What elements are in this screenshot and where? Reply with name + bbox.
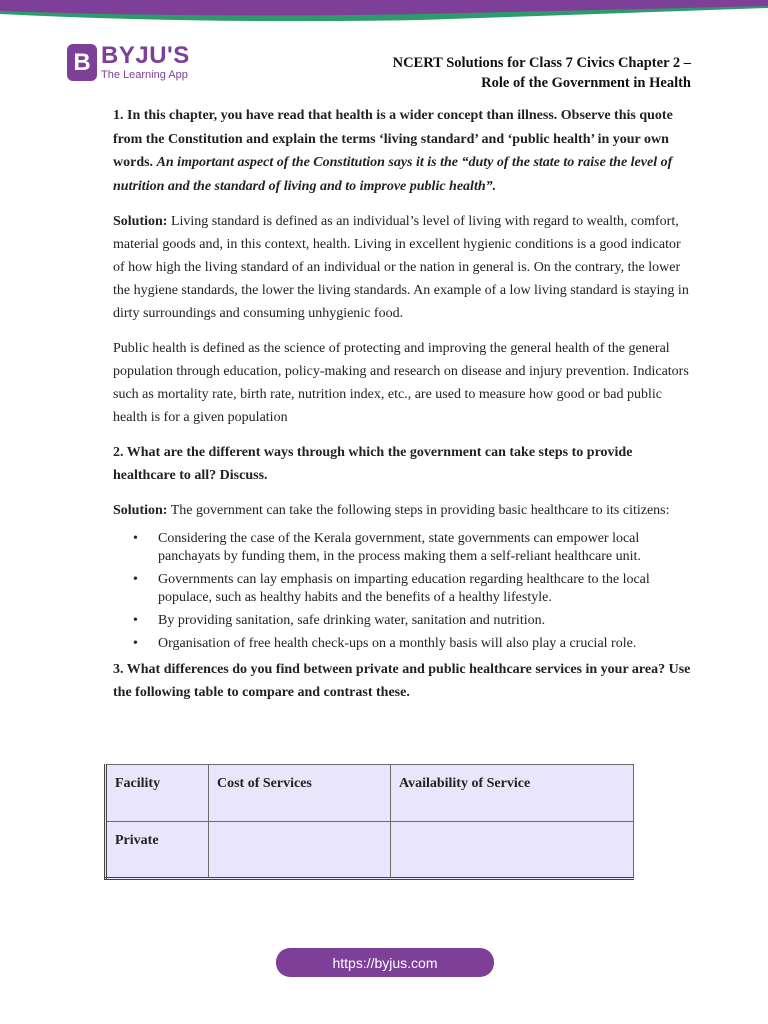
solution-1 [113,210,693,325]
table-header-cell: Facility [106,765,209,822]
top-decorative-band [0,0,768,22]
question-1 [113,104,693,198]
table-header-cell: Cost of Services [209,765,391,822]
list-item: • Governments can lay emphasis on imparting education regarding healthcare to the local populace, such as healthy habits and the benefits of a healthy lifestyle. [133,572,650,605]
solution-2-text: The government can take the following steps in providing basic healthcare to its citizens: [170,503,670,518]
list-item: • Considering the case of the Kerala government, state governments can empower local panchayats by funding them, in the process making them a self-reliant healthcare unit. [133,531,641,564]
solution-2-bullets [113,530,693,653]
question-2: 2. What are the different ways through which the government can take steps to provide healthcare to all? Discuss. [113,445,633,483]
byjus-logo [67,44,190,81]
document-title [393,53,691,93]
question-1-quote: An important aspect of the Constitution says it is the “duty of the state to raise the level of nutrition and the standard of living and to improve public health”. [113,155,673,194]
solution-2 [113,499,693,522]
question-3: 3. What differences do you find between private and public healthcare services in your area? Use the following table to compare and contrast these. [113,662,691,700]
logo-letter-box: B [67,44,97,81]
solution-label: Solution: [113,503,168,518]
table-header-row [106,765,634,822]
solution-label: Solution: [113,214,168,229]
solution-1-text: Living standard is defined as an individual’s level of living with regard to wealth, comfort, material goods and, in this context, health. Living in excellent hygienic conditions is a good indicator of how high the living standard of an individual or the nation in general is. On the contrary, the lower the hygiene standards, the lower the living standards. An example of a low living standard is staying in dirty surroundings and consuming unhygienic food. [113,214,689,321]
document-body [113,104,693,704]
website-url-link[interactable]: https://byjus.com [276,948,494,977]
table-cell [391,822,634,879]
table-cell: Private [106,822,209,879]
logo-tagline: The Learning App [101,69,188,81]
title-line-2: Role of the Government in Health [481,75,691,91]
solution-1-paragraph-2: Public health is defined as the science of protecting and improving the general health of the general population through education, policy-making and research on disease and injury prevention. Indicators such as mortality rate, birth rate, nutrition index, etc., are used to measure how good or bad public health is for a given population [113,341,689,425]
table-header-cell: Availability of Service [391,765,634,822]
title-line-1: NCERT Solutions for Class 7 Civics Chapter 2 – [392,55,691,71]
table-row [106,822,634,879]
table-cell [209,822,391,879]
logo-name: BYJU'S [101,42,190,69]
list-item: • By providing sanitation, safe drinking water, sanitation and nutrition. [133,613,546,628]
comparison-table [104,764,634,880]
question-1-text: 1. In this chapter, you have read that health is a wider concept than illness. Observe this quote from the Constitution and explain the terms ‘living standard’ and ‘public health’ in your own words. [113,108,673,170]
list-item: • Organisation of free health check-ups on a monthly basis will also play a crucial role. [133,636,637,651]
